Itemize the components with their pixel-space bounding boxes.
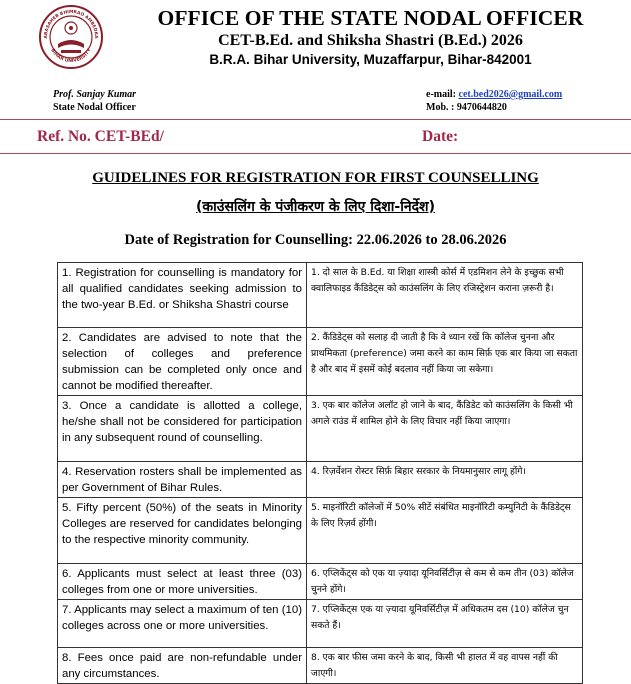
guideline-english: 5. Fifty percent (50%) of the seats in Minority Colleges are reserved for candidates belonging to the respective minority community. bbox=[58, 498, 307, 564]
mobile-label: Mob. : bbox=[426, 102, 455, 113]
guideline-hindi: 8. एक बार फीस जमा करने के बाद, किसी भी हालत में वह वापस नहीं की जाएगी। bbox=[307, 648, 583, 684]
guideline-english: 7. Applicants may select a maximum of ten (10) colleges across one or more universities. bbox=[58, 600, 307, 648]
mobile-line bbox=[426, 102, 507, 113]
email-line bbox=[426, 89, 562, 100]
officer-role: State Nodal Officer bbox=[53, 102, 136, 113]
guideline-english: 4. Reservation rosters shall be implemented as per Government of Bihar Rules. bbox=[58, 462, 307, 498]
registration-dates: Date of Registration for Counselling: 22.06.2026 to 28.06.2026 bbox=[124, 232, 507, 248]
guideline-hindi: 3. एक बार कॉलेज अलॉट हो जाने के बाद, कैंडिडेट को काउंसलिंग के किसी भी अगले राउंड में शामिल होने के लिए विचार नहीं किया जाएगा। bbox=[307, 396, 583, 462]
guideline-english: 8. Fees once paid are non-refundable under any circumstances. bbox=[58, 648, 307, 684]
guideline-hindi: 6. एप्लिकेंट्स को एक या ज़्यादा यूनिवर्सिटीज़ से कम से कम तीन (03) कॉलेज चुनने होंगे। bbox=[307, 564, 583, 600]
svg-text:BABASAHEB BHIMRAO AMBEDKAR: ABASAHEB BHIMRAO AMBEDKA bbox=[43, 9, 99, 39]
table-row bbox=[58, 462, 583, 498]
email-link[interactable]: cet.bed2026@gmail.com bbox=[458, 89, 563, 100]
svg-text:BIHAR UNIVERSITY: BIHAR UNIVERSITY bbox=[49, 48, 93, 65]
table-row bbox=[58, 328, 583, 396]
guidelines-title-hindi: (काउंसलिंग के पंजीकरण के लिए दिशा-निर्देश) bbox=[196, 199, 435, 215]
table-row bbox=[58, 564, 583, 600]
email-label: e-mail: bbox=[426, 89, 456, 100]
guideline-english: 6. Applicants must select at least three (03) colleges from one or more universities. bbox=[58, 564, 307, 600]
guideline-hindi: 4. रिज़र्वेशन रोस्टर सिर्फ़ बिहार सरकार के नियमानुसार लागू होंगे। bbox=[307, 462, 583, 498]
header-divider-bottom bbox=[0, 153, 631, 154]
header-divider-top bbox=[0, 119, 631, 120]
guideline-hindi: 5. माइनॉरिटी कॉलेजों में 50% सीटें संबंधित माइनॉरिटी कम्युनिटी के कैंडिडेट्स के लिए रिज़र्व होंगी। bbox=[307, 498, 583, 564]
table-row bbox=[58, 648, 583, 684]
guideline-hindi: 2. कैंडिडेट्स को सलाह दी जाती है कि वे ध्यान रखें कि कॉलेज चुनना और प्राथमिकता (preference) जमा करने का काम सिर्फ़ एक बार किया जा सकता है और बाद में इसमें कोई बदलाव नहीं किया जा सकेगा। bbox=[307, 328, 583, 396]
table-row bbox=[58, 396, 583, 462]
guideline-english: 2. Candidates are advised to note that the selection of colleges and preference submission can be completed only once and cannot be modified thereafter. bbox=[58, 328, 307, 396]
exam-subtitle: CET-B.Ed. and Shiksha Shastri (B.Ed.) 2026 bbox=[218, 32, 523, 49]
office-title: OFFICE OF THE STATE NODAL OFFICER bbox=[157, 6, 584, 30]
university-seal-logo bbox=[38, 4, 104, 70]
officer-name: Prof. Sanjay Kumar bbox=[53, 89, 137, 100]
table-row bbox=[58, 498, 583, 564]
guideline-hindi: 1. दो साल के B.Ed. या शिक्षा शास्त्री कोर्स में एडमिशन लेने के इच्छुक सभी क्वालिफाइड कैंडिडेट्स को काउंसलिंग के लिए रजिस्ट्रेशन कराना ज़रूरी है। bbox=[307, 263, 583, 328]
guideline-english: 3. Once a candidate is allotted a college, he/she shall not be considered for participation in any subsequent round of counselling. bbox=[58, 396, 307, 462]
date-label: Date: bbox=[422, 128, 459, 145]
guideline-english: 1. Registration for counselling is mandatory for all qualified candidates seeking admission to the two-year B.Ed. or Shiksha Shastri course bbox=[58, 263, 307, 328]
table-row bbox=[58, 263, 583, 328]
guideline-hindi: 7. एप्लिकेंट्स एक या ज़्यादा यूनिवर्सिटीज़ में अधिकतम दस (10) कॉलेज चुन सकते हैं। bbox=[307, 600, 583, 648]
mobile-number: 9470644820 bbox=[456, 102, 507, 113]
guidelines-table bbox=[57, 262, 583, 684]
university-address: B.R.A. Bihar University, Muzaffarpur, Bihar-842001 bbox=[209, 52, 532, 67]
reference-number: Ref. No. CET-BEd/ bbox=[37, 128, 164, 145]
table-row bbox=[58, 600, 583, 648]
guidelines-title: GUIDELINES FOR REGISTRATION FOR FIRST COUNSELLING bbox=[92, 170, 539, 186]
